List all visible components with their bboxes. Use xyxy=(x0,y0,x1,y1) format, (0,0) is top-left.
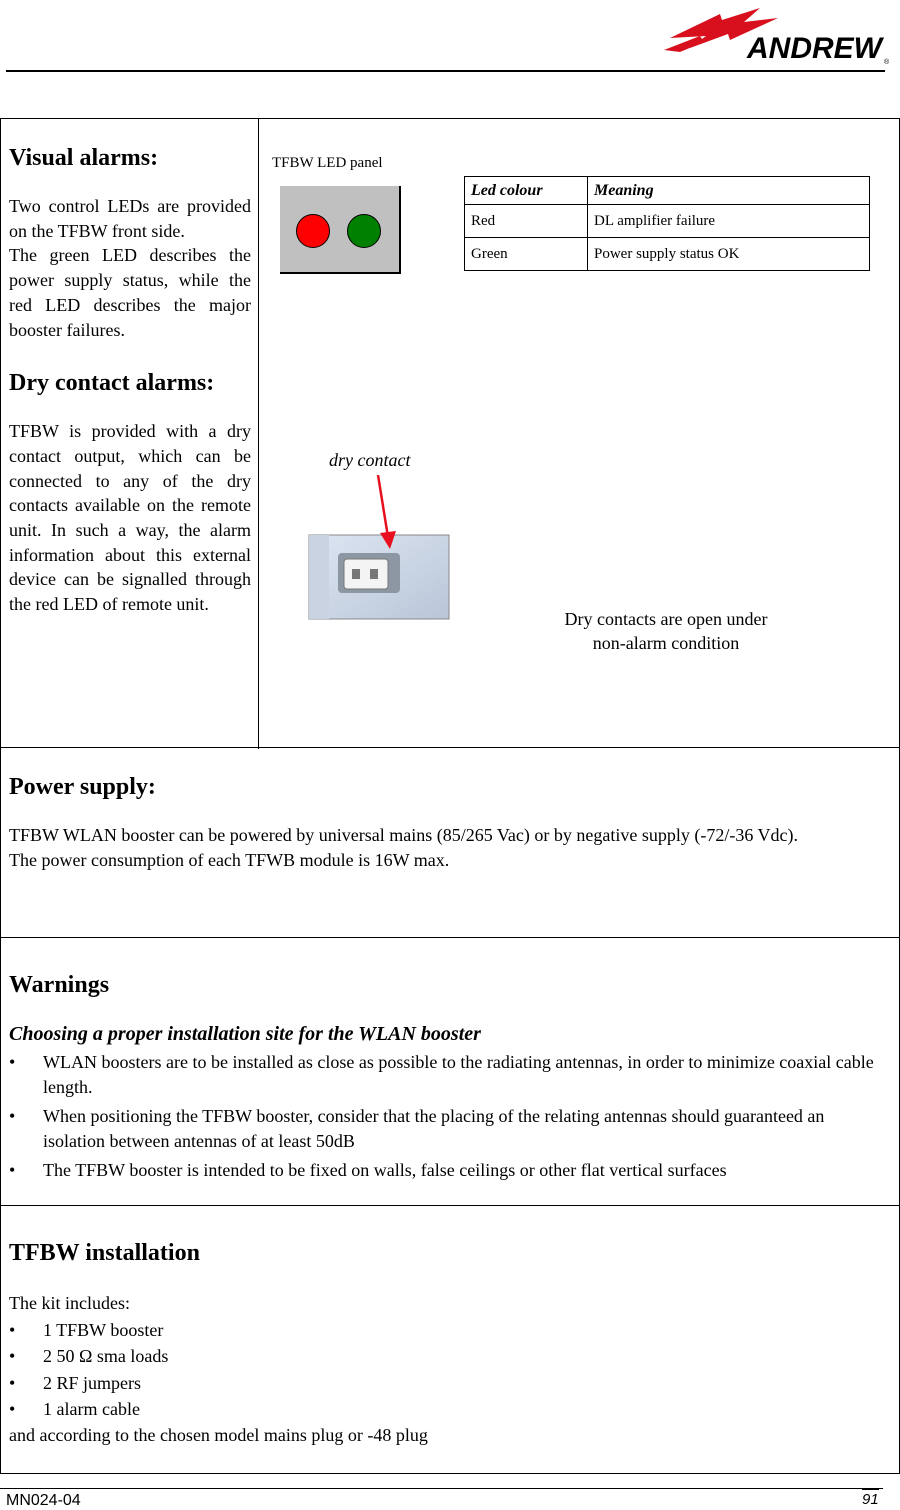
list-item-text: 2 RF jumpers xyxy=(43,1372,142,1393)
green-led-icon xyxy=(347,214,381,248)
footer-doc-id: MN024-04 xyxy=(6,1492,81,1509)
svg-text:ANDREW: ANDREW xyxy=(747,32,882,65)
caption-line: Dry contacts are open under xyxy=(564,609,768,629)
list-item-text: When positioning the TFBW booster, consider that the placing of the relating antennas should guaranteed an isolation between antennas of at least 50dB xyxy=(43,1106,825,1151)
visual-alarms-para2: The green LED describes the power supply status, while the red LED describes the major booster failures. xyxy=(9,245,251,340)
installation-title: TFBW installation xyxy=(9,1240,200,1266)
power-supply-section xyxy=(0,748,900,938)
page-number: 91 xyxy=(862,1491,879,1508)
table-cell: Green xyxy=(465,238,588,271)
led-panel-label: TFBW LED panel xyxy=(272,155,383,171)
table-row xyxy=(465,238,870,271)
connector-icon xyxy=(338,553,400,593)
bullet-icon: • xyxy=(9,1160,16,1180)
bullet-icon: • xyxy=(9,1399,16,1419)
list-item xyxy=(9,1343,879,1370)
power-supply-line1: TFBW WLAN booster can be powered by universal mains (85/265 Vac) or by negative supply (-72/-36 Vdc). xyxy=(9,825,798,845)
footer-page-number xyxy=(862,1489,879,1509)
list-item xyxy=(9,1370,879,1397)
installation-outro: and according to the chosen model mains plug or -48 plug xyxy=(9,1424,428,1445)
table-header-row xyxy=(465,177,870,205)
footer-rule xyxy=(0,1488,883,1489)
list-item xyxy=(9,1317,879,1344)
bullet-icon: • xyxy=(9,1346,16,1366)
list-item-text: 1 alarm cable xyxy=(43,1399,140,1419)
installation-list xyxy=(9,1317,879,1423)
list-item-text: WLAN boosters are to be installed as close as possible to the radiating antennas, in order to minimize coaxial cable length. xyxy=(43,1052,874,1097)
dry-contact-alarms-para: TFBW is provided with a dry contact output, which can be connected to any of the dry contacts available on the remote unit. In such a way, the alarm information about this external device can be signalled through the red LED of remote unit. xyxy=(9,421,251,615)
column-divider xyxy=(258,119,259,749)
dry-contact-photo xyxy=(308,475,453,622)
installation-section xyxy=(0,1205,900,1474)
power-supply-title: Power supply: xyxy=(9,774,156,800)
alarms-left-column xyxy=(9,145,251,617)
list-item-text: 2 50 Ω sma loads xyxy=(43,1346,169,1366)
bullet-icon: • xyxy=(9,1372,16,1393)
led-panel xyxy=(280,186,401,274)
dry-contact-label: dry contact xyxy=(329,450,411,470)
andrew-logo xyxy=(660,8,890,66)
header-rule xyxy=(6,70,885,72)
bullet-icon: • xyxy=(9,1319,16,1340)
power-supply-line2: The power consumption of each TFWB module is 16W max. xyxy=(9,849,450,870)
warnings-subtitle: Choosing a proper installation site for the WLAN booster xyxy=(9,1023,481,1045)
table-cell: DL amplifier failure xyxy=(588,205,870,238)
list-item xyxy=(9,1396,879,1423)
table-row xyxy=(465,205,870,238)
list-item xyxy=(9,1050,879,1100)
list-item xyxy=(9,1104,879,1154)
dry-contact-alarms-title: Dry contact alarms: xyxy=(9,370,215,397)
installation-intro: The kit includes: xyxy=(9,1293,130,1313)
list-item-text: The TFBW booster is intended to be fixed on walls, false ceilings or other flat vertical surfaces xyxy=(43,1160,727,1180)
list-item-text: 1 TFBW booster xyxy=(43,1319,164,1340)
red-led-icon xyxy=(296,214,330,248)
table-header-cell: Meaning xyxy=(588,177,870,205)
table-cell: Power supply status OK xyxy=(588,238,870,271)
bullet-icon: • xyxy=(9,1052,16,1072)
warnings-section xyxy=(0,938,900,1206)
svg-text:®: ® xyxy=(884,59,890,66)
list-item xyxy=(9,1158,879,1183)
warnings-title: Warnings xyxy=(9,972,110,998)
caption-line: non-alarm condition xyxy=(592,633,740,653)
bullet-icon: • xyxy=(9,1106,16,1126)
led-meaning-table xyxy=(464,176,870,271)
visual-alarms-para1: Two control LEDs are provided on the TFBW front side. xyxy=(9,196,251,241)
dry-contact-caption xyxy=(481,607,851,655)
table-header-cell: Led colour xyxy=(465,177,588,205)
visual-alarms-title: Visual alarms: xyxy=(9,145,159,171)
warnings-list xyxy=(9,1050,879,1183)
alarms-section xyxy=(0,118,900,748)
table-cell: Red xyxy=(465,205,588,238)
